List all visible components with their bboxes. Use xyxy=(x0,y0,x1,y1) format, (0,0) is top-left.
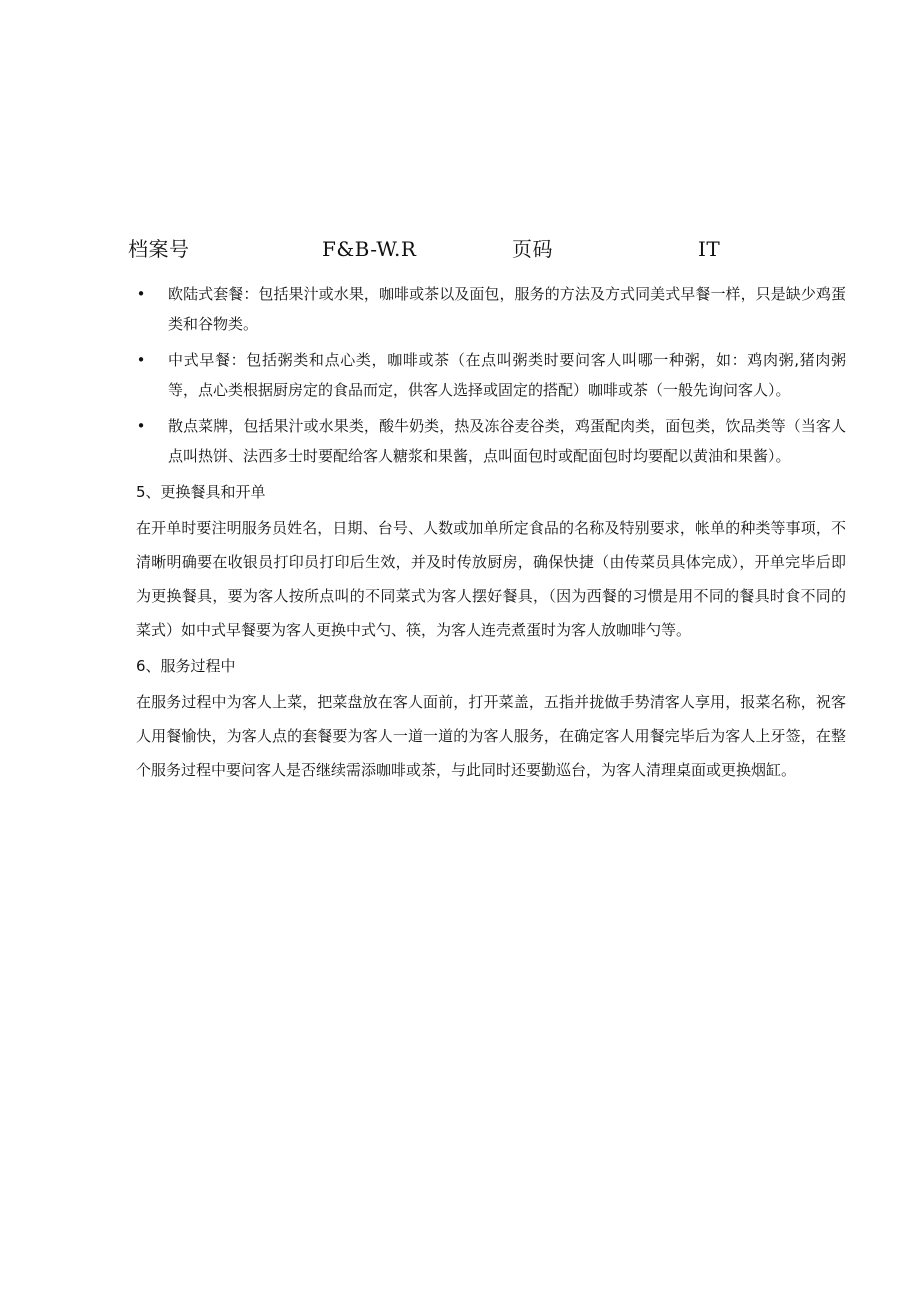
bullet-item-chinese-breakfast xyxy=(136,345,846,405)
bullet-symbol: • xyxy=(136,417,146,435)
document-body xyxy=(136,279,846,791)
bullet-text: 中式早餐：包括粥类和点心类，咖啡或茶（在点叫粥类时要问客人叫哪一种粥，如：鸡肉粥,猪肉粥等，点心类根据厨房定的食品而定，供客人选择或固定的搭配）咖啡或茶（一般先询问客人）。 xyxy=(168,351,846,399)
section-6-paragraph: 在服务过程中为客人上菜，把菜盘放在客人面前，打开菜盖，五指并拢做手势清客人享用，报菜名称，祝客人用餐愉快，为客人点的套餐要为客人一道一道的为客人服务，在确定客人用餐完毕后为客人上牙签，在整个服务过程中要问客人是否继续需添咖啡或茶，与此同时还要勤巡台，为客人清理桌面或更换烟缸。 xyxy=(136,693,846,779)
document-header xyxy=(128,236,778,266)
page-number-label: 页码 xyxy=(512,237,553,261)
file-number-label: 档案号 xyxy=(128,237,190,261)
bullet-text: 欧陆式套餐：包括果汁或水果，咖啡或茶以及面包，服务的方法及方式同美式早餐一样，只是缺少鸡蛋类和谷物类。 xyxy=(168,285,846,333)
page-number-value: IT xyxy=(698,237,721,261)
section-5-heading: 5、更换餐具和开单 xyxy=(136,483,266,501)
bullet-symbol: • xyxy=(136,285,146,303)
section-5-paragraph: 在开单时要注明服务员姓名，日期、台号、人数或加单所定食品的名称及特别要求，帐单的种类等事项，不清晰明确要在收银员打印员打印后生效，并及时传放厨房，确保快捷（由传菜员具体完成），开单完毕后即为更换餐具，要为客人按所点叫的不同菜式为客人摆好餐具，（因为西餐的习惯是用不同的餐具时食不同的菜式）如中式早餐要为客人更换中式勺、筷，为客人连壳煮蛋时为客人放咖啡勺等。 xyxy=(136,519,846,639)
bullet-symbol: • xyxy=(136,351,146,369)
section-6-heading: 6、服务过程中 xyxy=(136,657,236,675)
file-number-value: F&B-W.R xyxy=(322,237,417,261)
bullet-item-continental xyxy=(136,279,846,339)
bullet-text: 散点菜牌，包括果汁或水果类，酸牛奶类，热及冻谷麦谷类，鸡蛋配肉类，面包类，饮品类等（当客人点叫热饼、法西多士时要配给客人糖浆和果酱，点叫面包时或配面包时均要配以黄油和果酱）。 xyxy=(168,417,846,465)
bullet-item-a-la-carte xyxy=(136,411,846,471)
